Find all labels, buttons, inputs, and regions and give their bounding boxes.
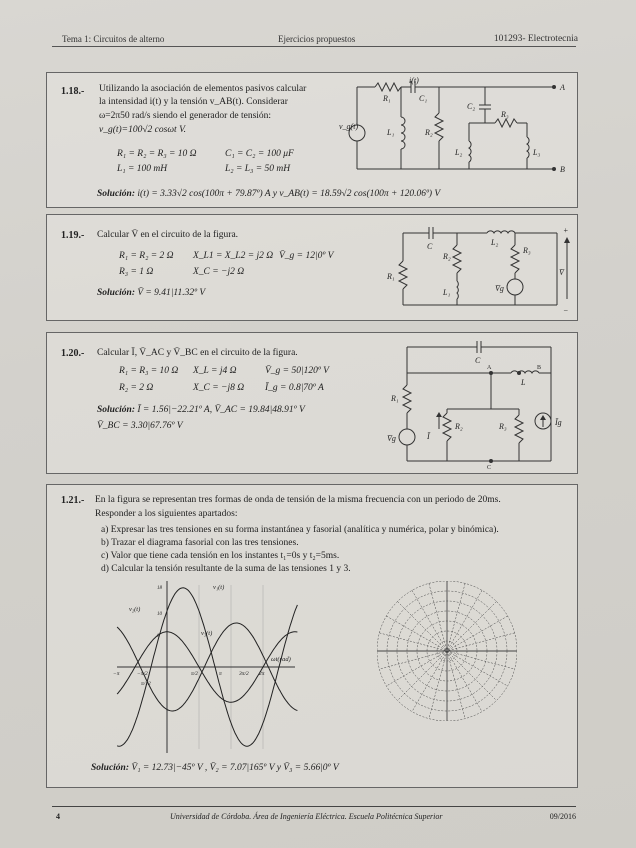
label-axis: ωt(rad): [271, 656, 291, 663]
solution-label: Solución:: [97, 405, 136, 415]
footer-rule: [52, 806, 576, 807]
label-l2: L₂: [455, 148, 463, 157]
waveform-graph: [111, 577, 301, 755]
problem-number: 1.21.-: [61, 495, 85, 506]
tick-half-pi: π/2: [191, 671, 199, 677]
node-a: A: [560, 83, 565, 92]
label-c2: C₂: [467, 102, 476, 111]
footer-center: Universidad de Córdoba. Área de Ingeniería Eléctrica. Escuela Politécnica Superior: [170, 812, 443, 821]
tick-three-half-pi: 3π/2: [239, 671, 249, 677]
label-r1: R₁: [391, 394, 399, 403]
data-value: R₁ = R₂ = 2 Ω: [119, 251, 174, 261]
problem-text-line: En la figura se representan tres formas de onda de tensión de la misma frecuencia con un periodo de 20ms.: [95, 495, 501, 505]
solution-text: V̄ = 9.41|11.32º V: [137, 288, 206, 298]
problem-text-line: Calcular Ī, V̄_AC y V̄_BC en el circuito de la figura.: [97, 348, 298, 358]
problem-number: 1.19.-: [61, 230, 85, 241]
problem-text-line: Responder a los siguientes apartados:: [95, 509, 238, 519]
data-value: L₂ = L₃ = 50 mH: [225, 164, 291, 174]
label-v3: v₃(t): [201, 630, 213, 637]
label-r1: R₁: [387, 272, 395, 281]
label-ig: Īg: [555, 418, 562, 427]
problem-text-line: v_g(t)=100√2 cosωt V.: [99, 125, 187, 135]
node-c: C: [487, 465, 492, 469]
problem-1-18: [46, 72, 578, 208]
data-value: Ī_g = 0.8|70º A: [265, 383, 324, 393]
page-header: [58, 28, 578, 44]
data-value: R₁ = R₂ = R₃ = 10 Ω: [117, 149, 197, 159]
solution-text: Ī = 1.56|−22.21º A, V̄_AC = 19.84|48.91º V: [137, 405, 305, 415]
data-value: X_C = −j2 Ω: [193, 267, 245, 277]
label-l1: L₁: [443, 288, 451, 297]
label-minus: −: [563, 306, 569, 315]
data-value: L₁ = 100 mH: [117, 164, 168, 174]
list-item: a) Expresar las tres tensiones en su forma instantánea y fasorial (analítica y numérica, polar y binómica).: [101, 525, 499, 535]
label-r3: R₃: [523, 246, 531, 255]
list-item: b) Trazar el diagrama fasorial con las tres tensiones.: [101, 538, 299, 548]
label-y18: 18: [157, 586, 162, 591]
header-right: 101293- Electrotecnia: [493, 34, 578, 44]
label-i: Ī: [427, 432, 430, 441]
node-b: B: [560, 165, 565, 174]
label-l: L: [521, 378, 526, 387]
label-c: C: [475, 356, 481, 365]
tick-minus-pi: −π: [113, 671, 120, 677]
data-value: X_L = j4 Ω: [193, 366, 237, 376]
data-value: V̄_g = 50|120º V: [265, 366, 329, 376]
solution-label: Solución:: [97, 189, 136, 199]
label-r1: R₁: [383, 94, 391, 103]
label-v2: v₂(t): [129, 606, 141, 613]
label-v1: v₁(t): [213, 584, 225, 591]
label-v: V̄: [559, 268, 564, 277]
label-vg: V̄g: [495, 284, 504, 293]
header-left: Tema 1: Circuitos de alterno: [62, 34, 165, 44]
label-l3: L₃: [533, 148, 541, 157]
label-l2: L₂: [491, 238, 499, 247]
solution-text: V̄_BC = 3.30|67.76º V: [97, 421, 183, 431]
problem-1-20: [46, 332, 578, 474]
problem-text-line: Utilizando la asociación de elementos pasivos calcular: [99, 84, 307, 94]
circuit-diagram-1-18: [339, 77, 573, 177]
label-plus: +: [563, 226, 569, 235]
label-r2: R₂: [455, 422, 463, 431]
solution-text: i(t) = 3.33√2 cos(100π + 79.87º) A y v_AB(t) = 18.59√2 cos(100π + 120.06º) V: [137, 189, 441, 199]
node-b: B: [537, 365, 542, 371]
tick-minus-half-pi: −π/2: [137, 671, 148, 677]
page-number: 4: [56, 812, 60, 821]
solution-text: V̄₁ = 12.73|−45º V , V̄₂ = 7.07|165º V y V̄₃ = 5.66|0º V: [131, 763, 339, 773]
problem-text-line: ω=2π50 rad/s siendo el generador de tensión:: [99, 111, 272, 121]
label-c1: C₁: [419, 94, 428, 103]
solution-label: Solución:: [91, 763, 130, 773]
node-a: A: [487, 365, 492, 371]
tick-two-pi: 2π: [259, 671, 265, 677]
data-value: C₁ = C₂ = 100 μF: [225, 149, 294, 159]
data-value: R₃ = 1 Ω: [119, 267, 154, 277]
problem-1-21: [46, 484, 578, 788]
problem-text-line: la intensidad i(t) y la tensión v_AB(t). Considerar: [99, 97, 288, 107]
footer-date: 09/2016: [549, 812, 576, 821]
circuit-diagram-1-20: [387, 337, 573, 469]
circuit-diagram-1-19: [387, 221, 573, 315]
problem-number: 1.18.-: [61, 86, 85, 97]
data-value: X_L1 = X_L2 = j2 Ω: [193, 251, 274, 261]
header-rule: [52, 46, 576, 47]
label-r3: R₃: [499, 422, 507, 431]
tick-pi-twelfth: π/12: [141, 681, 151, 687]
data-value: R₂ = 2 Ω: [119, 383, 154, 393]
header-center: Ejercicios propuestos: [278, 34, 356, 44]
label-c: C: [427, 242, 433, 251]
label-y10: 10: [157, 612, 162, 617]
data-value: V̄_g = 12|0º V: [279, 251, 334, 261]
label-vg: V̄g: [387, 434, 396, 443]
polar-grid: [377, 581, 517, 721]
problem-1-19: [46, 214, 578, 321]
label-r3: R₃: [501, 110, 509, 119]
label-l1: L₁: [387, 128, 395, 137]
data-value: X_C = −j8 Ω: [193, 383, 245, 393]
data-value: R₁ = R₃ = 10 Ω: [119, 366, 179, 376]
label-r2: R₂: [443, 252, 451, 261]
solution-label: Solución:: [97, 288, 136, 298]
problem-text-line: Calcular V̄ en el circuito de la figura.: [97, 230, 239, 240]
label-vg: v_g(t): [339, 122, 359, 131]
label-i: i(t): [409, 77, 419, 85]
tick-pi: π: [219, 671, 222, 677]
list-item: c) Valor que tiene cada tensión en los instantes t₁=0s y t₂=5ms.: [101, 551, 340, 561]
label-y8: 8: [157, 634, 160, 639]
list-item: d) Calcular la tensión resultante de la suma de las tensiones 1 y 3.: [101, 564, 351, 574]
problem-number: 1.20.-: [61, 348, 85, 359]
label-r2: R₂: [425, 128, 433, 137]
